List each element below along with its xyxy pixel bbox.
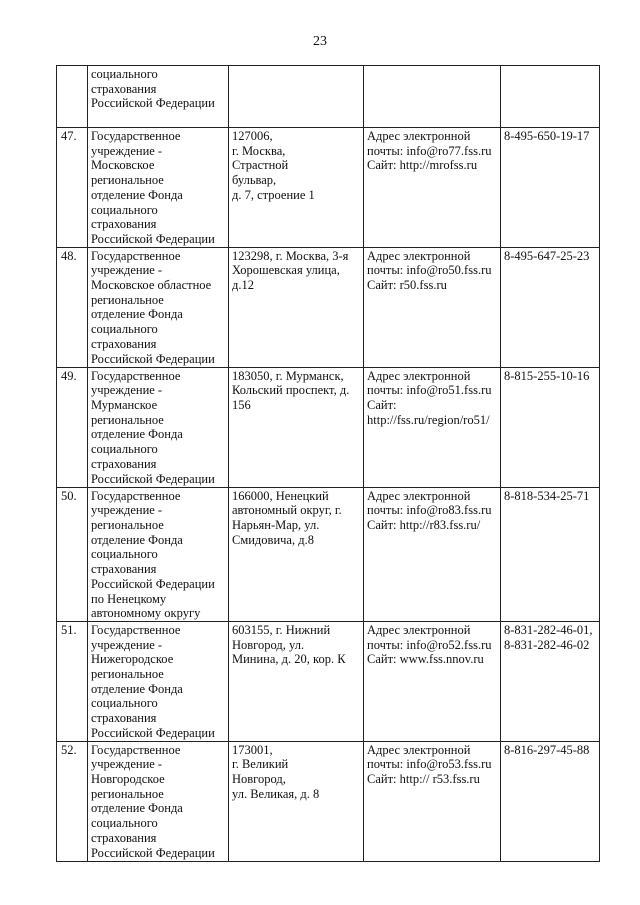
organization-name-cell: Государственное учреждение - Нижегородское региональное отделение Фонда социального страхования Российской Федерации [88, 621, 229, 741]
row-number-cell [57, 66, 88, 128]
row-number-cell: 50. [57, 487, 88, 621]
phone-cell: 8-495-647-25-23 [501, 247, 600, 367]
phone-cell [501, 66, 600, 128]
phone-cell: 8-495-650-19-17 [501, 128, 600, 248]
organization-name-cell: социального страхования Российской Федерации [88, 66, 229, 128]
phone-cell: 8-816-297-45-88 [501, 741, 600, 861]
organization-name-cell: Государственное учреждение - Новгородское региональное отделение Фонда социального страхования Российской Федерации [88, 741, 229, 861]
address-cell: 173001, г. Великий Новгород, ул. Великая, д. 8 [229, 741, 364, 861]
row-number-cell: 47. [57, 128, 88, 248]
contact-cell: Адрес электронной почты: info@ro53.fss.ru Сайт: http:// r53.fss.ru [364, 741, 501, 861]
contact-cell [364, 66, 501, 128]
organization-name-cell: Государственное учреждение - региональное отделение Фонда социального страхования Российской Федерации по Ненецкому автономному округу [88, 487, 229, 621]
organization-name-cell: Государственное учреждение - Московское региональное отделение Фонда социального страхования Российской Федерации [88, 128, 229, 248]
contact-cell: Адрес электронной почты: info@ro51.fss.ru Сайт: http://fss.ru/region/ro51/ [364, 367, 501, 487]
row-number-cell: 49. [57, 367, 88, 487]
contact-cell: Адрес электронной почты: info@ro52.fss.ru Сайт: www.fss.nnov.ru [364, 621, 501, 741]
row-number-cell: 48. [57, 247, 88, 367]
phone-cell: 8-815-255-10-16 [501, 367, 600, 487]
table-row [57, 487, 600, 621]
table-row [57, 367, 600, 487]
table-row [57, 621, 600, 741]
address-cell: 603155, г. Нижний Новгород, ул. Минина, д. 20, кор. К [229, 621, 364, 741]
row-number-cell: 52. [57, 741, 88, 861]
table-row [57, 66, 600, 128]
organization-name-cell: Государственное учреждение - Московское областное региональное отделение Фонда социального страхования Российской Федерации [88, 247, 229, 367]
page-number: 23 [313, 34, 327, 49]
contact-cell: Адрес электронной почты: info@ro77.fss.ru Сайт: http://mrofss.ru [364, 128, 501, 248]
contact-cell: Адрес электронной почты: info@ro83.fss.ru Сайт: http://r83.fss.ru/ [364, 487, 501, 621]
fss-offices-table [56, 65, 600, 862]
table-row [57, 741, 600, 861]
address-cell: 127006, г. Москва, Страстной бульвар, д. 7, строение 1 [229, 128, 364, 248]
table-row [57, 247, 600, 367]
phone-cell: 8-831-282-46-01, 8-831-282-46-02 [501, 621, 600, 741]
address-cell: 123298, г. Москва, 3-я Хорошевская улица, д.12 [229, 247, 364, 367]
row-number-cell: 51. [57, 621, 88, 741]
table-row [57, 128, 600, 248]
address-cell: 183050, г. Мурманск, Кольский проспект, д. 156 [229, 367, 364, 487]
address-cell: 166000, Ненецкий автономный округ, г. Нарьян-Мар, ул. Смидовича, д.8 [229, 487, 364, 621]
address-cell [229, 66, 364, 128]
phone-cell: 8-818-534-25-71 [501, 487, 600, 621]
contact-cell: Адрес электронной почты: info@ro50.fss.ru Сайт: r50.fss.ru [364, 247, 501, 367]
organization-name-cell: Государственное учреждение - Мурманское региональное отделение Фонда социального страхования Российской Федерации [88, 367, 229, 487]
